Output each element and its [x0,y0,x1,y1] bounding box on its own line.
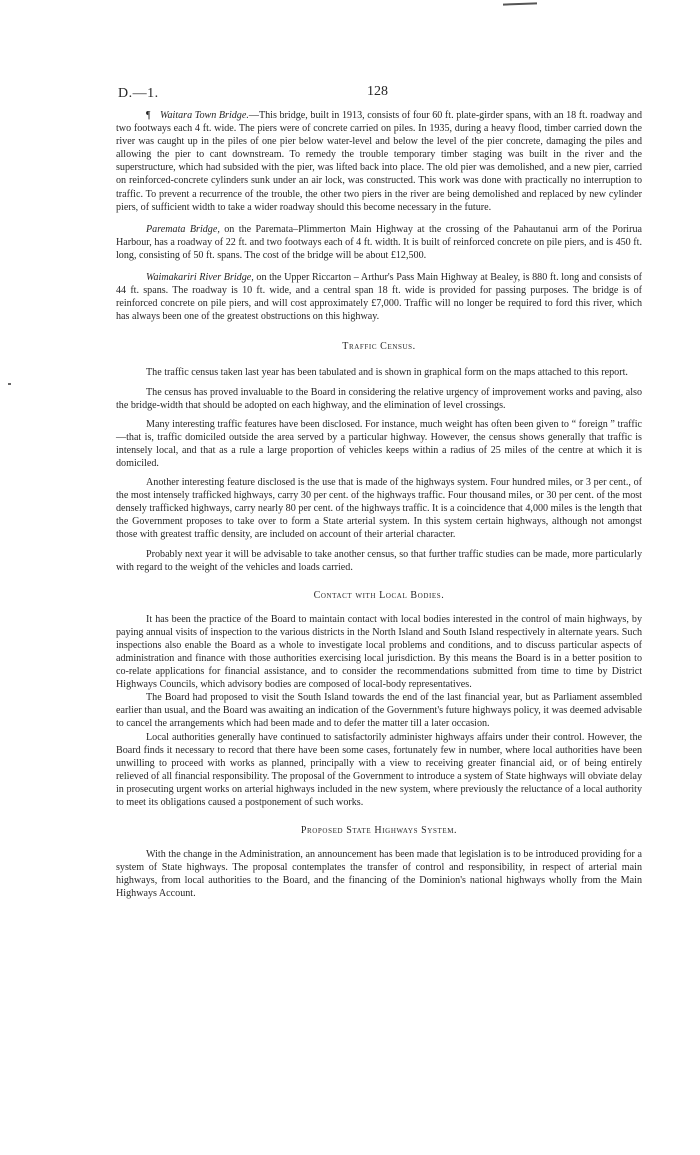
paragraph: Another interesting feature disclosed is the use that is made of the highways system. Four hundred miles, or 3 per cent., of the most intensely trafficked highways, carry 30 per cent. of the highways traffic. Four thousand miles, or 30 per cent. of the most densely trafficked highways, carry nearly 80 per cent. of the highways traffic. It is a coincidence that 4,000 miles is the length that the Government proposes to take over to form a State arterial system. In this system certain highways, although not amongst those with greatest traffic density, are included on account of their arterial character. [116,477,643,541]
paragraph: With the change in the Administration, an announcement has been made that legislation is to be introduced providing for a system of State highways. The proposal contemplates the transfer of control and responsibility, in respect of arterial main highways, from local authorities to the Board, and the financing of the Dominion's national highways wholly from the Main Highways Account. [116,849,642,900]
paragraph-paremata-bridge [116,223,642,262]
paragraph-waimakariri-bridge [116,271,642,323]
section-heading-proposed-system: Proposed State Highways System. [300,825,458,837]
paragraph: The Board had proposed to visit the South Island towards the end of the last financial year, but as Parliament assembled earlier than usual, and the Board was awaiting an indication of the Government's future highways policy, it was deemed advisable to cancel the arrangements which had been made and to defer the matter till a later occasion. [116,692,642,730]
paragraph: It has been the practice of the Board to maintain contact with local bodies interested in the control of main highways, by paying annual visits of inspection to the various districts in the North Island and South Island respectively in alternate years. Such inspections also enable the Board as a whole to investigate local problems and conditions, and to discuss particular aspects of administration and finance with those authorities exercising local jurisdiction. By this means the Board is in a better position to co-relate applications for financial assistance, and to consider the recommendations submitted from time to time by District Highways Councils, which advisory bodies are composed of local-body representatives. [116,613,642,691]
paragraph-text: —This bridge, built in 1913, consists of four 60 ft. plate-girder spans, with an 18 ft. roadway and two footways each 4 ft. wide. The piers were of concrete carried on piles. In 1935, during a heavy flood, timber carried down the river was caught up in the piles of one pier below water-level and below the level of the pier concrete, damaging the piles and allowing the pier to cant downstream. To remedy the trouble temporary timber staging was built in the river and the superstructure, which had subsided with the pier, was lifted back into place. The old pier was demolished, and a new pier, carried on reinforced-concrete cylinders sunk under an air lock, was constructed. This work was done with practically no interruption to traffic. To prevent a recurrence of the trouble, the other two piers in the river are being demolished and replaced by new cylinder piers, of sufficient width to take a wider roadway should this become necessary in the future. [116,110,642,213]
paragraph-text: on the Paremata–Plimmerton Main Highway at the crossing of the Pahautanui arm of the Porirua Harbour, has a roadway of 22 ft. and two footways each of 4 ft. width. It is built of reinforced concrete on pile piers, and is 450 ft. long, consisting of 50 ft. spans. The cost of the bridge will be about £12,500. [116,223,643,261]
paragraph: Local authorities generally have continued to satisfactorily administer highways affairs under their control. However, the Board finds it necessary to record that there have been some cases, fortunately few in number, where local authorities have been unwilling to proceed with works as planned, principally with a view to receiving greater financial aid, or of being entirely relieved of all financial responsibility. The proposal of the Government to introduce a system of State highways will obviate delay in prosecuting urgent works on arterial highways included in the new system, where previously the reluctance of a local authority to meet its obligations caused a postponement of such works. [116,731,642,809]
page-number: 128 [367,84,388,99]
bridge-title: Waitara Town Bridge. [160,110,249,121]
paragraph-waitara-bridge [116,109,642,214]
top-pen-mark [503,2,537,5]
section-heading-traffic-census: Traffic Census. [342,341,416,353]
paragraph: The traffic census taken last year has been tabulated and is shown in graphical form on the maps attached to this report. [146,367,628,379]
paragraph: The census has proved invaluable to the Board in considering the relative urgency of improvement works and paving, also the bridge-width that should be adopted on each highway, and the elimination of level crossings. [116,386,642,411]
bridge-title: Paremata Bridge, [146,223,220,235]
margin-mark [8,383,11,385]
bridge-title: Waimakariri River Bridge, [146,272,254,284]
paragraph-text: on the Upper Riccarton – Arthur's Pass Main Highway at Bealey, is 880 ft. long and consists of 44 ft. spans. The roadway is 10 ft. wide, and a central span 18 ft. wide is provided for passing purposes. The bridge is of reinforced concrete on pile piers, and will cost approximately £7,000. Traffic will no longer be required to ford this river, which has always been one of the greatest obstructions on this highway. [116,272,642,323]
body-column [116,109,642,901]
document-reference: D.—1. [118,86,159,101]
paragraph: Probably next year it will be advisable to take another census, so that further traffic studies can be made, more particularly with regard to the weight of the vehicles and loads carried. [116,548,642,573]
paragraph-mark: ¶ [146,110,151,121]
paragraph: Many interesting traffic features have been disclosed. For instance, much weight has often been given to “ foreign ” traffic—that is, traffic domiciled outside the area served by a particular highway. However, the census shows generally that traffic is intensely local, and that as a rule a large proportion of vehicles keeps within a radius of 25 miles of the centre at which it is domiciled. [116,418,642,469]
section-heading-contact: Contact with Local Bodies. [313,589,445,601]
